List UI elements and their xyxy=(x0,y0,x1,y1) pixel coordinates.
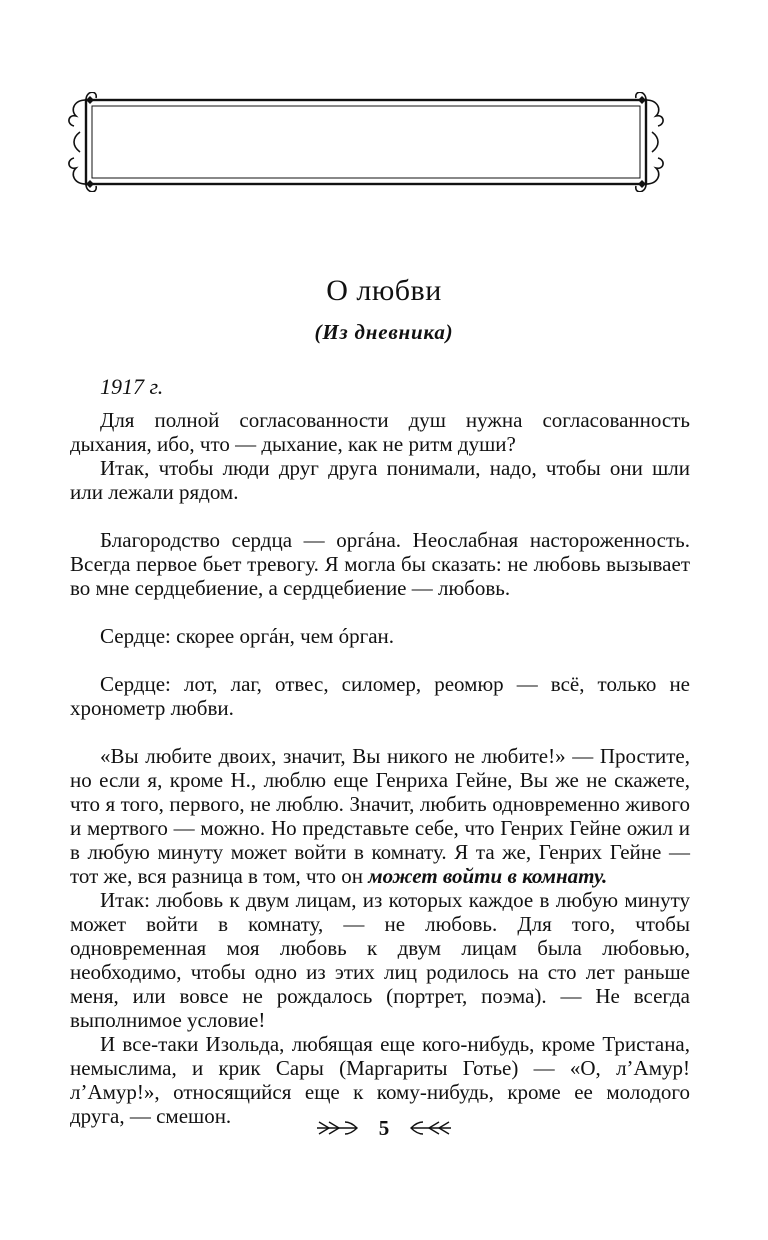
decorative-header-frame xyxy=(62,92,670,192)
paragraph xyxy=(70,744,690,888)
emphasized-phrase: может войти в комнату. xyxy=(368,864,608,888)
paragraph: Благородство сердца — оргáна. Неослабная настороженность. Всегда первое бьет тревогу. Я могла бы сказать: не любовь вызывает во мне сердцебиение, а сердцебиение — любовь. xyxy=(70,528,690,600)
paragraph: Итак, чтобы люди друг друга понимали, надо, чтобы они шли или лежали рядом. xyxy=(70,456,690,504)
ornament-right-icon xyxy=(409,1118,453,1138)
paragraph: И все-таки Изольда, любящая еще кого-нибудь, кроме Тристана, немыслима, и крик Сары (Маргариты Готье) — «О, л’Амур! л’Амур!», относящийся еще к кому-нибудь, кроме ее молодого друга, — смешон. xyxy=(70,1032,690,1128)
paragraph: Итак: любовь к двум лицам, из которых каждое в любую минуту может войти в комнату, — не любовь. Для того, чтобы одновременная моя любовь к двум лицам была любовью, необходимо, чтобы одно из этих лиц родилось на сто лет раньше меня, или вовсе не рождалось (портрет, поэма). — Не всегда выполнимое условие! xyxy=(70,888,690,1032)
paragraph: Для полной согласованности душ нужна согласованность дыхания, ибо, что — дыхание, как не ритм души? xyxy=(70,408,690,456)
paragraph: Сердце: скорее оргáн, чем óрган. xyxy=(100,624,394,648)
page-number: 5 xyxy=(378,1115,390,1140)
ornament-left-icon xyxy=(315,1118,359,1138)
chapter-subtitle: (Из дневника) xyxy=(314,320,454,344)
chapter-title: О любви xyxy=(326,274,442,307)
entry-year: 1917 г. xyxy=(100,374,164,399)
paragraph: Сердце: лот, лаг, отвес, силомер, реомюр — всё, только не хронометр любви. xyxy=(70,672,690,720)
body-text xyxy=(70,408,690,1128)
page-footer xyxy=(0,1110,768,1146)
paragraph-text: «Вы любите двоих, значит, Вы никого не любите!» — Простите, но если я, кроме Н., люблю еще Генриха Гейне, Вы же не скажете, что я того, первого, не люблю. Значит, любить одновременно живого и мертвого — можно. Но представьте себе, что Генрих Гейне ожил и в любую минуту может войти в комнату. Я та же, Генрих Гейне — тот же, вся разница в том, что он xyxy=(70,744,690,888)
